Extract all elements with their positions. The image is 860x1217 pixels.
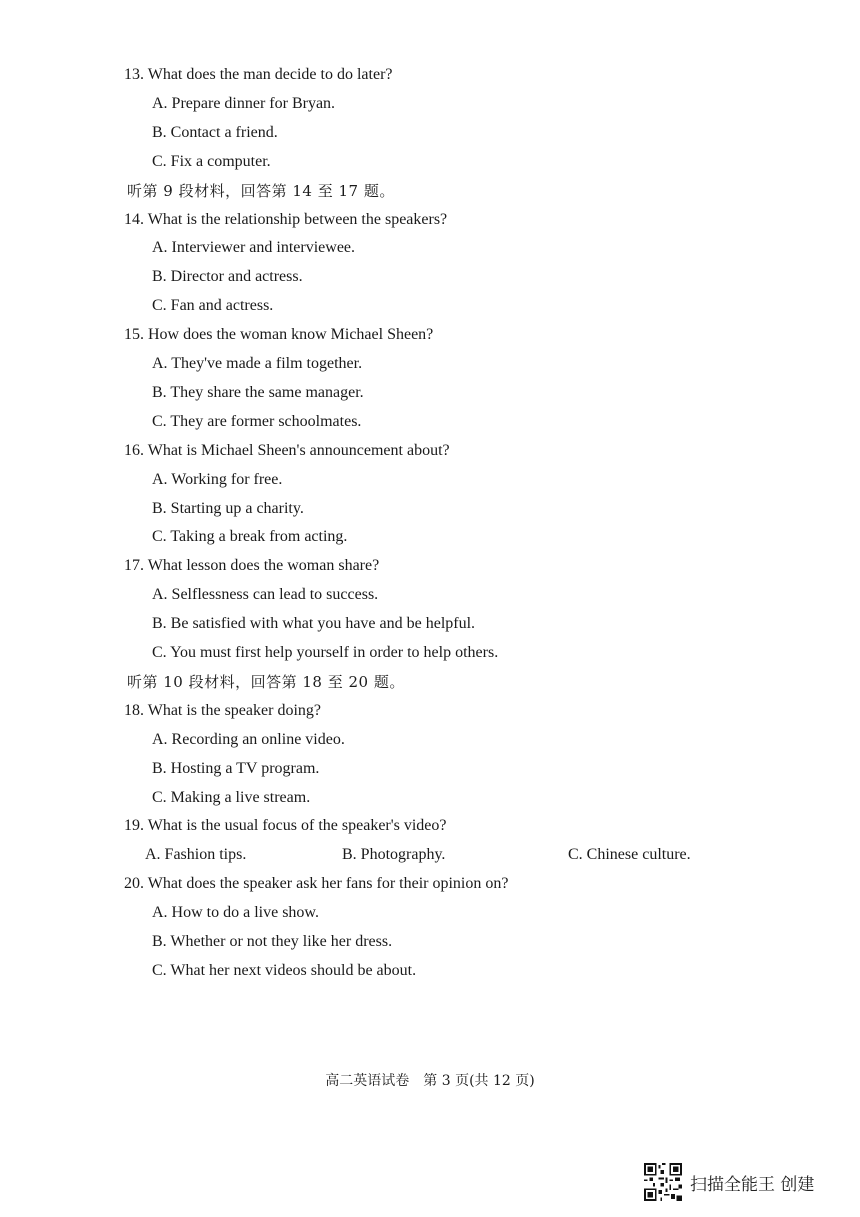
answer-option: C. Fan and actress. — [152, 297, 274, 314]
question-text: 13. What does the man decide to do later? — [124, 66, 393, 83]
question-text: 15. How does the woman know Michael Sheen? — [124, 326, 434, 343]
answer-option: B. Contact a friend. — [152, 124, 278, 141]
answer-option: A. Prepare dinner for Bryan. — [152, 95, 336, 112]
answer-option: A. Fashion tips. — [145, 846, 247, 863]
scanner-watermark — [644, 1163, 814, 1201]
question-text: 18. What is the speaker doing? — [124, 702, 321, 719]
answer-option: A. Interviewer and interviewee. — [152, 239, 356, 256]
question-text: 14. What is the relationship between the speakers? — [124, 211, 448, 228]
answer-option: A. Working for free. — [152, 471, 283, 488]
answer-option: A. Recording an online video. — [152, 731, 345, 748]
answer-option: C. They are former schoolmates. — [152, 413, 362, 430]
answer-option: B. Photography. — [342, 846, 446, 863]
question-text: 17. What lesson does the woman share? — [124, 557, 380, 574]
answer-option: C. Chinese culture. — [568, 846, 691, 863]
page-footer: 高二英语试卷 第 3 页(共 12 页) — [325, 1073, 535, 1089]
question-text: 16. What is Michael Sheen's announcement about? — [124, 442, 450, 459]
answer-option: C. What her next videos should be about. — [152, 962, 417, 979]
section-instruction: 听第 10 段材料，回答第 18 至 20 题。 — [127, 673, 405, 691]
question-text: 19. What is the usual focus of the speaker's video? — [124, 817, 447, 834]
answer-option: C. Fix a computer. — [152, 153, 271, 170]
answer-option: B. Whether or not they like her dress. — [152, 933, 393, 950]
answer-option: C. You must first help yourself in order to help others. — [152, 644, 499, 661]
section-instruction: 听第 9 段材料，回答第 14 至 17 题。 — [127, 182, 395, 200]
answer-option: C. Making a live stream. — [152, 789, 311, 806]
qr-code-icon — [644, 1163, 682, 1201]
answer-option: B. Be satisfied with what you have and be helpful. — [152, 615, 476, 632]
answer-option: A. Selflessness can lead to success. — [152, 586, 379, 603]
answer-option: A. They've made a film together. — [152, 355, 363, 372]
answer-option: B. Starting up a charity. — [152, 500, 304, 517]
answer-option: B. They share the same manager. — [152, 384, 364, 401]
answer-option: A. How to do a live show. — [152, 904, 319, 921]
scanner-watermark-text: 扫描全能王 创建 — [690, 1174, 815, 1195]
answer-option: C. Taking a break from acting. — [152, 528, 348, 545]
question-text: 20. What does the speaker ask her fans for their opinion on? — [124, 875, 509, 892]
answer-option: B. Hosting a TV program. — [152, 760, 320, 777]
answer-option: B. Director and actress. — [152, 268, 303, 285]
